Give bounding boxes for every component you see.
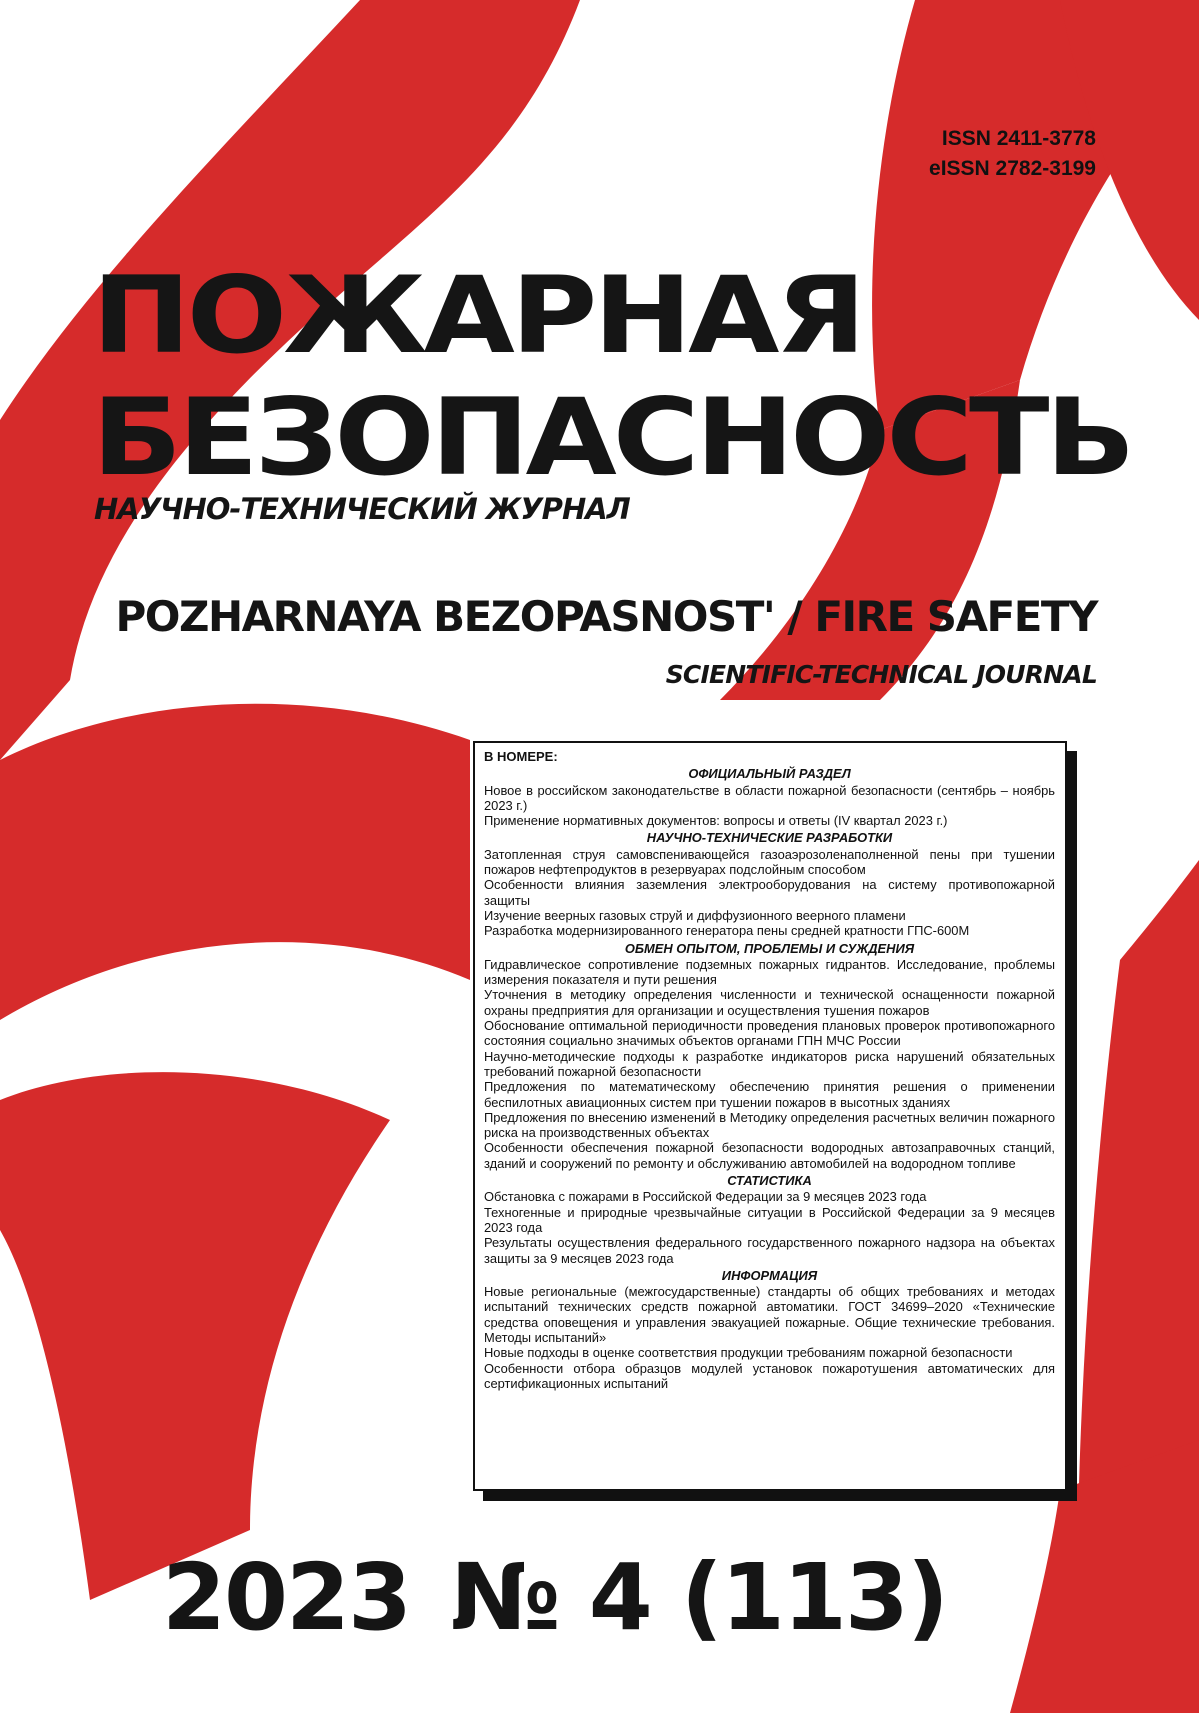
- journal-title-line1: ПОЖАРНАЯ: [92, 253, 863, 378]
- toc-item: Уточнения в методику определения численности и технической оснащенности пожарной охраны предприятия для организации и осуществления тушения пожаров: [484, 987, 1055, 1018]
- toc-sections: [484, 766, 1055, 1391]
- toc-item: Новые подходы в оценке соответствия продукции требованиям пожарной безопасности: [484, 1345, 1013, 1361]
- journal-title-line2: БЕЗОПАСНОСТЬ: [92, 375, 1132, 500]
- toc-section-title: НАУЧНО-ТЕХНИЧЕСКИЕ РАЗРАБОТКИ: [646, 830, 893, 846]
- issue-info: [162, 1544, 947, 1651]
- toc-item: Изучение веерных газовых струй и диффузионного веерного пламени: [484, 907, 906, 923]
- toc-item: Особенности обеспечения пожарной безопасности водородных автозаправочных станций, зданий и сооружений по ремонту и обслуживанию автомобилей на водородном топливе: [484, 1140, 1055, 1171]
- toc-section-title: ИНФОРМАЦИЯ: [721, 1267, 818, 1283]
- toc-item: Обстановка с пожарами в Российской Федерации за 9 месяцев 2023 года: [484, 1189, 927, 1205]
- table-of-contents: [473, 741, 1067, 1491]
- toc-section: [484, 1268, 1055, 1391]
- issue-year: 2023: [162, 1544, 411, 1651]
- toc-section-title: ОБМЕН ОПЫТОМ, ПРОБЛЕМЫ И СУЖДЕНИЯ: [624, 940, 915, 956]
- issn-online: eISSN 2782-3199: [929, 157, 1096, 180]
- toc-section-title: ОФИЦИАЛЬНЫЙ РАЗДЕЛ: [688, 766, 851, 782]
- journal-subtitle-ru: НАУЧНО-ТЕХНИЧЕСКИЙ ЖУРНАЛ: [94, 492, 630, 526]
- toc-item: Техногенные и природные чрезвычайные ситуации в Российской Федерации за 9 месяцев 2023 года: [484, 1204, 1055, 1235]
- journal-subtitle-en: SCIENTIFIC-TECHNICAL JOURNAL: [665, 660, 1097, 689]
- journal-title-en: POZHARNAYA BEZOPASNOST' / FIRE SAFETY: [115, 592, 1097, 641]
- toc-item: Новые региональные (межгосударственные) стандарты об общих требованиях и методах испытаний технических средств пожарной автоматики. ГОСТ 34699–2020 «Технические средства оповещения и управления эвакуацией пожарные. Общие технические требования. Методы испытаний»: [484, 1284, 1055, 1345]
- toc-item: Научно-методические подходы к разработке индикаторов риска нарушений обязательных требований пожарной безопасности: [484, 1048, 1055, 1079]
- toc-item: Результаты осуществления федерального государственного пожарного надзора на объектах защиты за 9 месяцев 2023 года: [484, 1235, 1055, 1266]
- toc-section: [484, 766, 1055, 828]
- toc-item: Особенности влияния заземления электрооборудования на систему противопожарной защиты: [484, 877, 1055, 908]
- toc-section-title: СТАТИСТИКА: [727, 1173, 812, 1189]
- ribbon-shape: [0, 704, 470, 1020]
- toc-item: Применение нормативных документов: вопросы и ответы (IV квартал 2023 г.): [484, 813, 948, 829]
- toc-item: Гидравлическое сопротивление подземных пожарных гидрантов. Исследование, проблемы измерения показателя и пути решения: [484, 956, 1055, 988]
- ribbon-shape: [0, 1072, 390, 1600]
- toc-section: [484, 1173, 1055, 1266]
- toc-heading: В НОМЕРЕ:: [484, 749, 558, 764]
- toc-item: Особенности отбора образцов модулей установок пожаротушения автоматических для сертификационных испытаний: [484, 1360, 1055, 1391]
- toc-item: Обоснование оптимальной периодичности проведения плановых проверок противопожарного состояния социально значимых объектов органами ГПН МЧС России: [484, 1018, 1055, 1049]
- toc-section: [484, 941, 1055, 1171]
- toc-item: Затопленная струя самовспенивающейся газоаэрозоленаполненной пены при тушении пожаров нефтепродуктов в резервуарах подслойным способом: [484, 846, 1055, 878]
- issue-number: № 4 (113): [450, 1544, 947, 1651]
- toc-section: [484, 830, 1055, 938]
- toc-item: Новое в российском законодательстве в области пожарной безопасности (сентябрь – ноябрь 2023 г.): [484, 782, 1055, 813]
- toc-item: Предложения по математическому обеспечению принятия решения о применении беспилотных авиационных систем при тушении пожаров в высотных зданиях: [484, 1079, 1055, 1110]
- issn-print: ISSN 2411-3778: [941, 127, 1096, 150]
- toc-item: Разработка модернизированного генератора пены средней кратности ГПС-600М: [484, 923, 970, 939]
- toc-item: Предложения по внесению изменений в Методику определения расчетных величин пожарного риска на производственных объектах: [484, 1109, 1055, 1141]
